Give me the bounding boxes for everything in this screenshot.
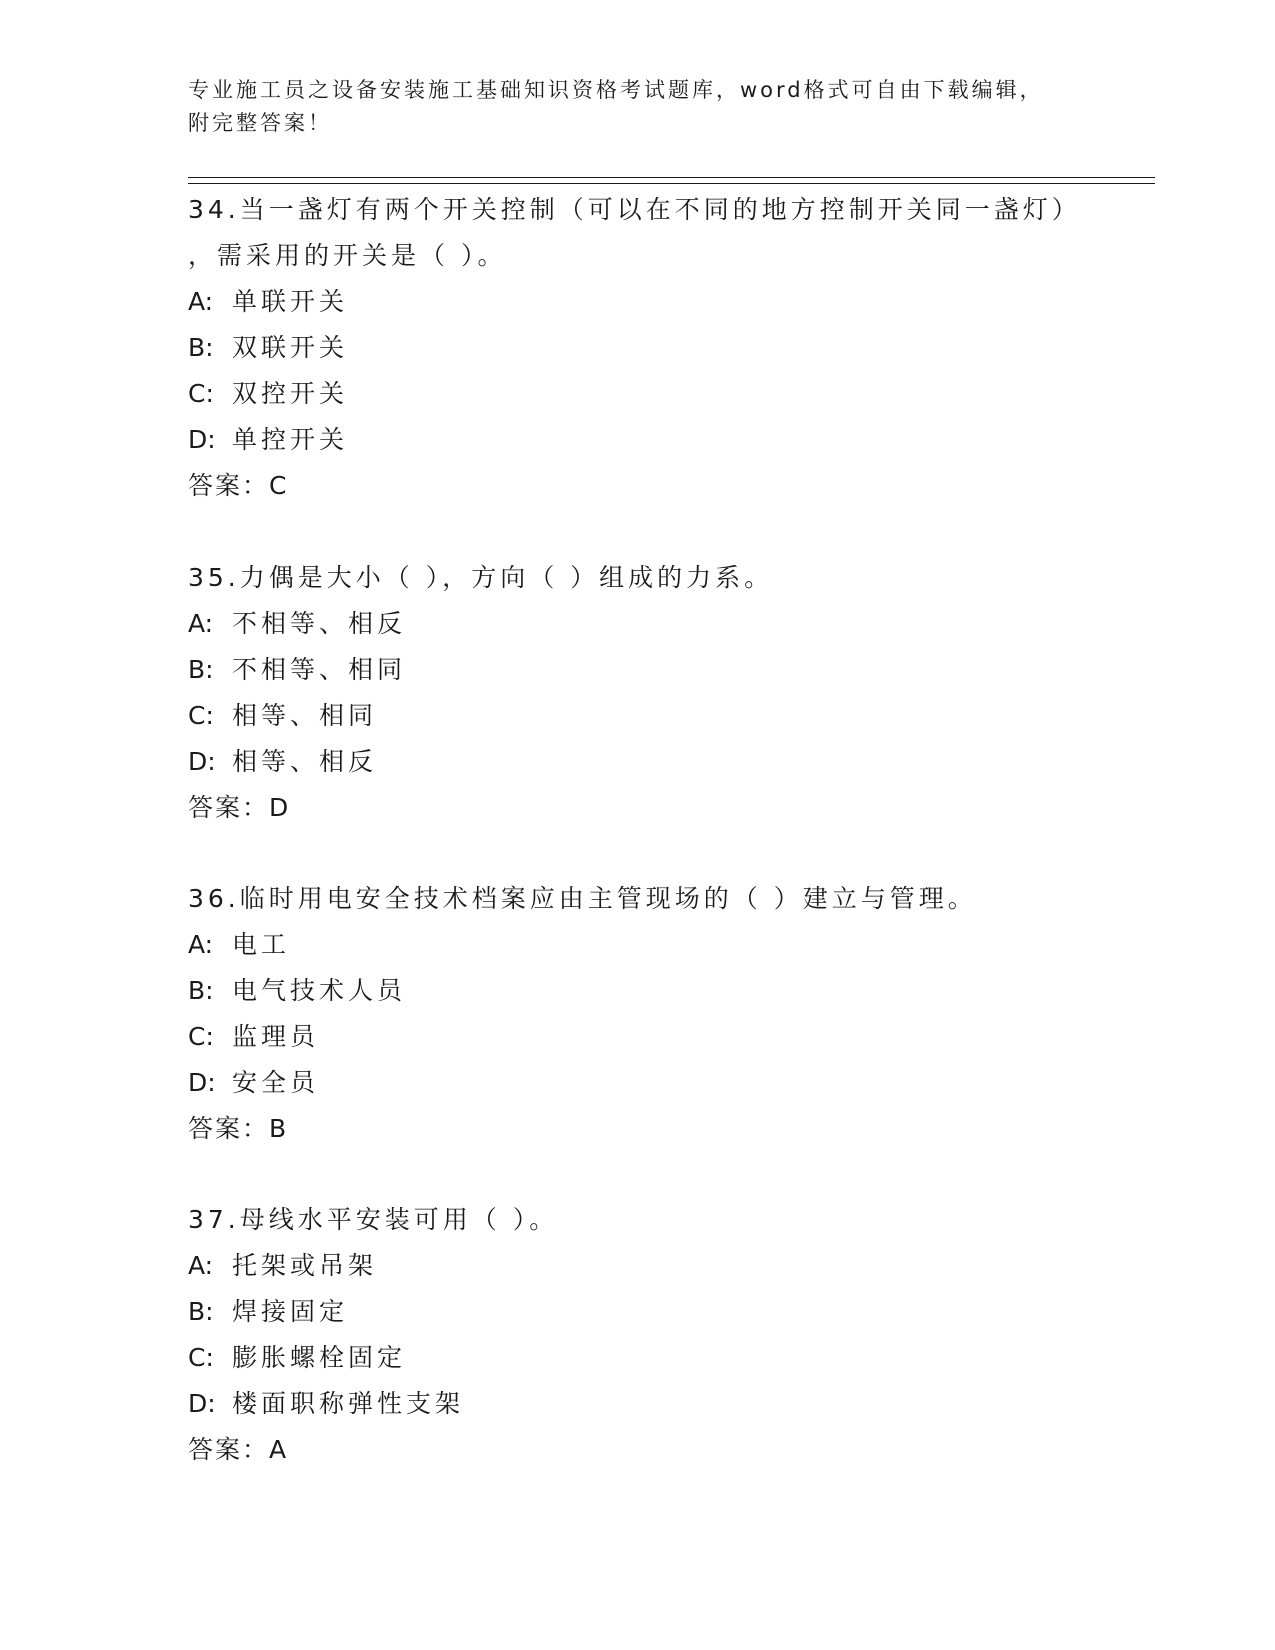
option-key: A: bbox=[188, 930, 214, 959]
option-text: 双联开关 bbox=[232, 333, 349, 362]
answer-line: 答案：B bbox=[188, 1114, 289, 1143]
option-key: C: bbox=[188, 1343, 214, 1372]
option-text: 电气技术人员 bbox=[232, 976, 407, 1005]
option-b bbox=[188, 968, 1118, 1014]
option-b bbox=[188, 1289, 1118, 1335]
option-text: 不相等、相反 bbox=[232, 609, 407, 638]
option-b bbox=[188, 325, 1118, 371]
header-line-2: 附完整答案！ bbox=[188, 111, 332, 135]
option-text: 膨胀螺栓固定 bbox=[232, 1343, 407, 1372]
option-key: C: bbox=[188, 379, 214, 408]
option-key: D: bbox=[188, 1068, 216, 1097]
header-divider-top bbox=[188, 177, 1155, 178]
option-text: 单控开关 bbox=[232, 425, 349, 454]
option-key: A: bbox=[188, 609, 214, 638]
option-a bbox=[188, 1243, 1118, 1289]
option-c bbox=[188, 1014, 1118, 1060]
option-text: 焊接固定 bbox=[232, 1297, 349, 1326]
option-key: B: bbox=[188, 655, 214, 684]
option-text: 安全员 bbox=[232, 1068, 320, 1097]
option-b bbox=[188, 647, 1118, 693]
question-stem: 34.当一盏灯有两个开关控制（可以在不同的地方控制开关同一盏灯） bbox=[188, 195, 1081, 224]
option-key: C: bbox=[188, 1022, 214, 1051]
option-key: A: bbox=[188, 1251, 214, 1280]
option-key: B: bbox=[188, 1297, 214, 1326]
option-key: D: bbox=[188, 425, 216, 454]
option-text: 不相等、相同 bbox=[232, 655, 407, 684]
option-text: 监理员 bbox=[232, 1022, 320, 1051]
question-35 bbox=[188, 555, 1118, 831]
answer-line: 答案：C bbox=[188, 471, 289, 500]
option-c bbox=[188, 693, 1118, 739]
option-c bbox=[188, 371, 1118, 417]
option-key: C: bbox=[188, 701, 214, 730]
header-line-1: 专业施工员之设备安装施工基础知识资格考试题库，word格式可自由下载编辑， bbox=[188, 78, 1044, 102]
option-text: 电工 bbox=[232, 930, 291, 959]
option-text: 相等、相同 bbox=[232, 701, 378, 730]
option-text: 托架或吊架 bbox=[232, 1251, 378, 1280]
answer-line: 答案：D bbox=[188, 793, 291, 822]
option-key: D: bbox=[188, 1389, 216, 1418]
document-header bbox=[188, 74, 1068, 140]
question-stem: 37.母线水平安装可用（ ）。 bbox=[188, 1205, 559, 1234]
option-c bbox=[188, 1335, 1118, 1381]
option-key: B: bbox=[188, 976, 214, 1005]
option-a bbox=[188, 922, 1118, 968]
option-a bbox=[188, 601, 1118, 647]
question-36 bbox=[188, 876, 1118, 1152]
option-d bbox=[188, 739, 1118, 785]
question-37 bbox=[188, 1197, 1118, 1473]
answer-line: 答案：A bbox=[188, 1435, 289, 1464]
question-stem-continued: ，需采用的开关是（ ）。 bbox=[188, 241, 507, 270]
option-d bbox=[188, 1060, 1118, 1106]
option-d bbox=[188, 417, 1118, 463]
option-text: 楼面职称弹性支架 bbox=[232, 1389, 465, 1418]
question-stem: 35.力偶是大小（ ），方向（ ）组成的力系。 bbox=[188, 563, 774, 592]
option-key: D: bbox=[188, 747, 216, 776]
option-text: 相等、相反 bbox=[232, 747, 378, 776]
option-text: 单联开关 bbox=[232, 287, 349, 316]
question-34 bbox=[188, 187, 1118, 509]
question-stem: 36.临时用电安全技术档案应由主管现场的（ ）建立与管理。 bbox=[188, 884, 977, 913]
option-key: A: bbox=[188, 287, 214, 316]
header-divider-bottom bbox=[188, 183, 1155, 184]
option-d bbox=[188, 1381, 1118, 1427]
option-text: 双控开关 bbox=[232, 379, 349, 408]
option-key: B: bbox=[188, 333, 214, 362]
option-a bbox=[188, 279, 1118, 325]
